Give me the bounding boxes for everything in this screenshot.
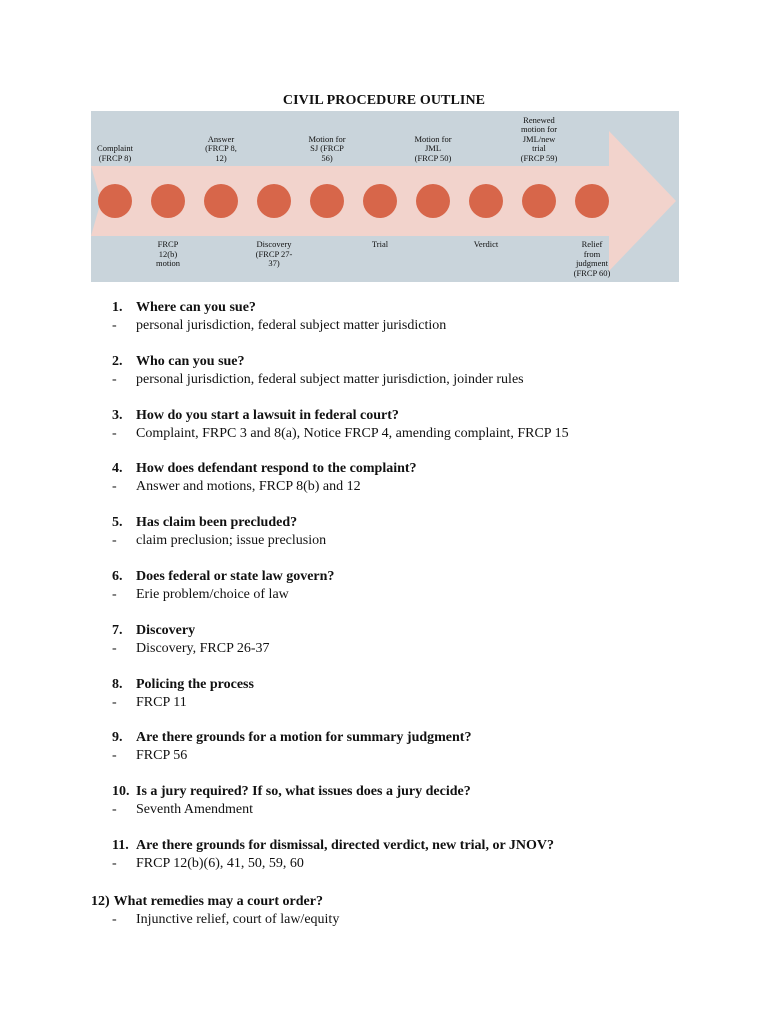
question-heading xyxy=(112,515,297,531)
answer-text: Answer and motions, FRCP 8(b) and 12 xyxy=(136,479,361,495)
question-number: 4. xyxy=(112,461,123,477)
question-heading xyxy=(91,894,323,910)
answer-line xyxy=(112,641,270,657)
answer-line xyxy=(112,695,187,711)
answer-bullet: - xyxy=(112,425,117,441)
answer-line xyxy=(112,856,304,872)
answer-line xyxy=(112,372,524,388)
question-heading xyxy=(112,461,417,477)
answer-bullet: - xyxy=(112,802,117,818)
question-text: Where can you sue? xyxy=(136,300,256,315)
timeline-step-circle xyxy=(575,184,609,218)
timeline-step-circle xyxy=(416,184,450,218)
question-text: Does federal or state law govern? xyxy=(136,569,335,584)
answer-text: personal jurisdiction, federal subject matter jurisdiction, joinder rules xyxy=(136,371,524,387)
timeline-bottom-label: Verdict xyxy=(473,239,499,249)
timeline-bottom-label: FRCP 12(b) motion xyxy=(155,239,181,268)
answer-bullet: - xyxy=(112,371,117,387)
procedure-timeline-diagram xyxy=(91,111,679,282)
answer-bullet: - xyxy=(112,587,117,602)
question-text: Who can you sue? xyxy=(136,353,245,369)
question-number: 1. xyxy=(112,300,123,315)
timeline-step-circle xyxy=(257,184,291,218)
answer-text: personal jurisdiction, federal subject matter jurisdiction xyxy=(136,318,447,333)
page-title: CIVIL PROCEDURE OUTLINE xyxy=(282,93,486,108)
answer-line xyxy=(112,912,339,928)
answer-bullet: - xyxy=(112,856,117,871)
question-heading xyxy=(112,838,554,854)
answer-line xyxy=(112,587,289,603)
answer-bullet: - xyxy=(112,640,117,656)
question-number: 9. xyxy=(112,730,123,746)
timeline-step-circle xyxy=(469,184,503,218)
question-text: What remedies may a court order? xyxy=(113,893,323,909)
question-number: 5. xyxy=(112,515,123,531)
question-number: 3. xyxy=(112,407,123,423)
timeline-top-label: Answer (FRCP 8, 12) xyxy=(205,133,237,163)
question-text: How do you start a lawsuit in federal court? xyxy=(136,407,399,423)
question-heading xyxy=(112,784,471,800)
timeline-step-circle xyxy=(522,184,556,218)
answer-text: Discovery, FRCP 26-37 xyxy=(136,640,270,656)
timeline-step-circle xyxy=(363,184,397,218)
answer-line xyxy=(112,318,446,334)
timeline-step-circle xyxy=(204,184,238,218)
answer-bullet: - xyxy=(112,748,117,764)
question-heading xyxy=(112,354,245,370)
question-number: 7. xyxy=(112,622,123,638)
question-text: Are there grounds for dismissal, directed verdict, new trial, or JNOV? xyxy=(136,838,555,853)
answer-line xyxy=(112,426,569,442)
answer-line xyxy=(112,802,253,818)
answer-bullet: - xyxy=(112,533,117,549)
question-heading xyxy=(112,677,254,693)
timeline-step-circle xyxy=(98,184,132,218)
question-number: 2. xyxy=(112,353,123,369)
timeline-top-label: Renewed motion for JML/new trial (FRCP 59) xyxy=(520,114,558,163)
answer-text: claim preclusion; issue preclusion xyxy=(136,533,327,549)
question-text: Are there grounds for a motion for summary judgment? xyxy=(136,730,472,746)
answer-bullet: - xyxy=(112,318,117,333)
answer-text: Erie problem/choice of law xyxy=(136,587,289,602)
answer-text: Seventh Amendment xyxy=(136,802,254,818)
question-number: 6. xyxy=(112,569,123,584)
timeline-top-label: Motion for JML (FRCP 50) xyxy=(414,133,452,163)
question-number: 12) xyxy=(91,893,110,909)
answer-line xyxy=(112,748,187,764)
timeline-bottom-label: Trial xyxy=(371,239,389,249)
answer-text: Injunctive relief, court of law/equity xyxy=(136,911,340,927)
timeline-top-label: Complaint (FRCP 8) xyxy=(97,143,133,163)
question-text: Is a jury required? If so, what issues does a jury decide? xyxy=(136,784,471,800)
question-number: 8. xyxy=(112,676,123,692)
timeline-bottom-label: Relief from judgment (FRCP 60) xyxy=(573,239,611,278)
timeline-top-label: Motion for SJ (FRCP 56) xyxy=(308,133,346,163)
timeline-step-circle xyxy=(310,184,344,218)
answer-text: FRCP 11 xyxy=(136,694,187,710)
question-text: How does defendant respond to the complaint? xyxy=(136,461,417,477)
answer-text: FRCP 56 xyxy=(136,748,188,764)
timeline-step-circle xyxy=(151,184,185,218)
answer-bullet: - xyxy=(112,911,117,927)
answer-text: Complaint, FRPC 3 and 8(a), Notice FRCP 4, amending complaint, FRCP 15 xyxy=(136,425,569,441)
question-number: 10. xyxy=(112,784,130,800)
answer-bullet: - xyxy=(112,694,117,710)
question-heading xyxy=(112,730,471,746)
question-number: 11. xyxy=(112,838,129,853)
answer-bullet: - xyxy=(112,479,117,495)
question-heading xyxy=(112,408,399,424)
answer-text: FRCP 12(b)(6), 41, 50, 59, 60 xyxy=(136,856,304,871)
answer-line xyxy=(112,533,326,549)
question-heading xyxy=(112,623,195,639)
question-heading xyxy=(112,300,256,316)
question-text: Has claim been precluded? xyxy=(136,515,298,531)
question-text: Policing the process xyxy=(136,676,254,692)
answer-line xyxy=(112,479,361,495)
timeline-bottom-label: Discovery (FRCP 27- 37) xyxy=(255,239,293,268)
question-heading xyxy=(112,569,334,585)
question-text: Discovery xyxy=(136,622,196,638)
